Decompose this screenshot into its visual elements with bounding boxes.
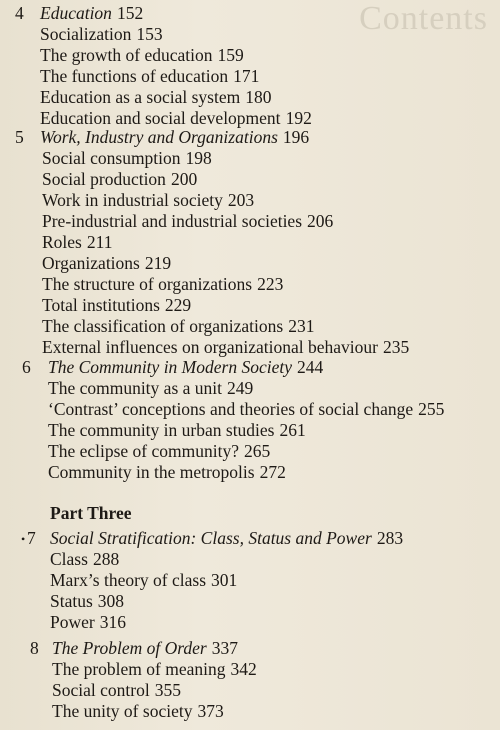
section-entry: Social production 200 [42,169,198,189]
chapter-number: 7 [27,528,36,548]
section-entry: Pre-industrial and industrial societies 206 [42,211,334,231]
section-entry: The eclipse of community? 265 [48,441,271,461]
chapter-title: The Problem of Order 337 [52,638,238,658]
chapter-heading [0,126,500,148]
section-entry: Education as a social system 180 [40,87,272,107]
part-heading: Part Three [50,503,132,523]
section-entry: ‘Contrast’ conceptions and theories of social change 255 [48,399,445,419]
chapter-title: Social Stratification: Class, Status and Power 283 [50,528,404,548]
bleed-through-heading: Contents [359,0,488,37]
section-entry: The problem of meaning 342 [52,659,257,679]
chapter-number: 4 [15,3,24,23]
section-entry: The unity of society 373 [52,701,224,721]
bullet-mark: • [21,532,26,546]
section-entry: The classification of organizations 231 [42,316,315,336]
chapter-number: 6 [22,357,31,377]
chapter-7 [0,527,500,633]
section-entry: Roles 211 [42,232,113,252]
chapter-title: The Community in Modern Society 244 [48,357,324,377]
section-entry: The structure of organizations 223 [42,274,284,294]
chapter-heading [0,356,500,378]
chapter-4 [0,2,500,129]
chapter-page: 283 [376,528,404,548]
section-entry: Class 288 [50,549,120,569]
chapter-8 [0,637,500,722]
section-entry: Community in the metropolis 272 [48,462,286,482]
section-entry: Marx’s theory of class 301 [50,570,238,590]
chapter-page: 152 [116,3,144,23]
chapter-title: Work, Industry and Organizations 196 [40,127,310,147]
section-entry: Organizations 219 [42,253,172,273]
chapter-title: Education 152 [40,3,144,23]
chapter-page: 244 [296,357,324,377]
section-entry: The functions of education 171 [40,66,260,86]
section-entry: The community in urban studies 261 [48,420,306,440]
section-entry: Education and social development 192 [40,108,312,128]
section-entry: Work in industrial society 203 [42,190,255,210]
chapter-number: 5 [15,127,24,147]
section-entry: Status 308 [50,591,125,611]
section-entry: Total institutions 229 [42,295,192,315]
section-entry: Socialization 153 [40,24,163,44]
chapter-heading [0,637,500,659]
section-entry: External influences on organizational behaviour 235 [42,337,410,357]
section-entry: Social consumption 198 [42,148,212,168]
chapter-page: 196 [282,127,310,147]
chapter-6 [0,356,500,483]
section-entry: Social control 355 [52,680,181,700]
section-entry: Power 316 [50,612,126,632]
chapter-number: 8 [30,638,39,658]
chapter-5 [0,126,500,358]
chapter-page: 337 [211,638,238,658]
chapter-heading [0,527,500,549]
section-entry: The community as a unit 249 [48,378,254,398]
chapter-heading [0,2,500,24]
section-entry: The growth of education 159 [40,45,244,65]
